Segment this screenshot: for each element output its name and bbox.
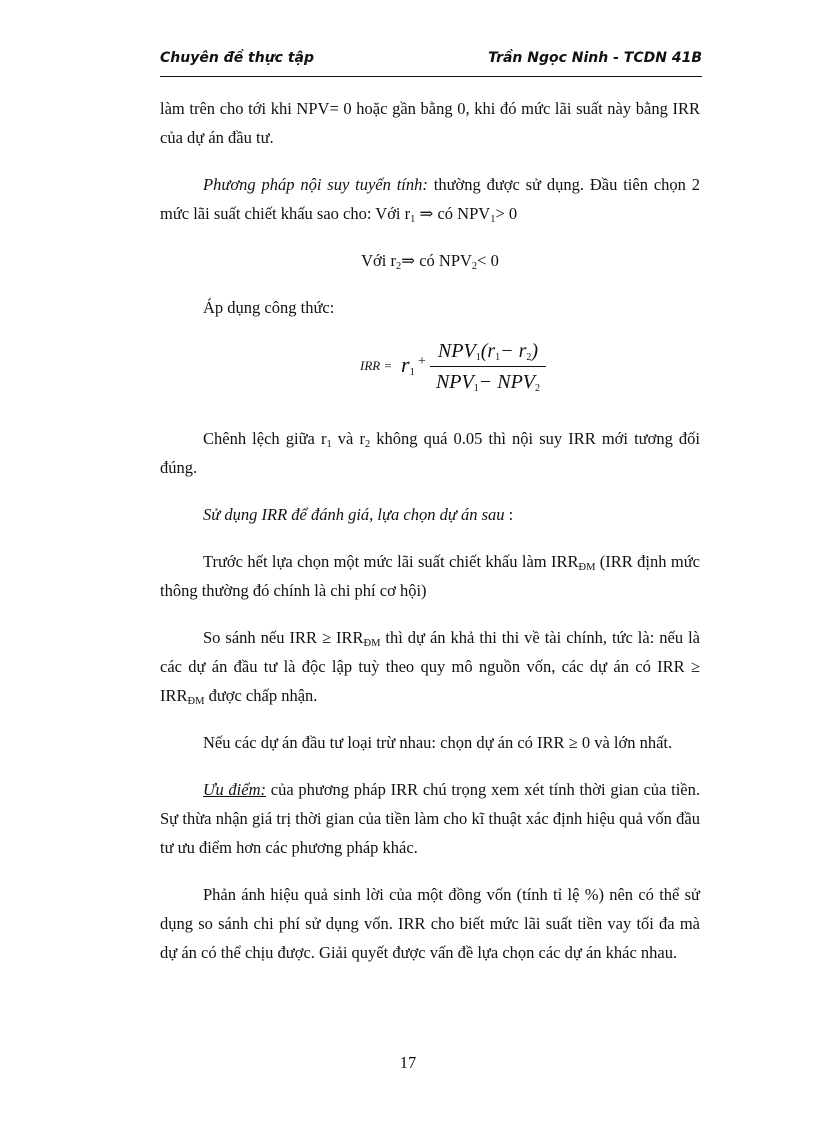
- paragraph-continuation: làm trên cho tới khi NPV= 0 hoặc gần bằng 0, khi đó mức lãi suất này bằng IRR của dự án đầu tư.: [160, 99, 700, 147]
- header-title: Chuyên đề thực tập: [160, 50, 315, 66]
- page-number: 17: [399, 1053, 417, 1072]
- paragraph-advantages: Ưu điểm: của phương pháp IRR chú trọng xem xét tính thời gian của tiền. Sự thừa nhận giá trị thời gian của tiền làm cho kĩ thuật xác định hiệu quả vốn đầu tư ưu điểm hơn các phương pháp khác.: [160, 780, 700, 857]
- paragraph-benchmark: Trước hết lựa chọn một mức lãi suất chiết khấu làm $IRR_{ĐM}$ (IRR định mức thông thường đó chính là chi phí cơ hội): [160, 552, 701, 600]
- paragraph-difference: Chênh lệch giữa $r_1$ và $r_2$ không quá 0.05 thì nội suy IRR mới tương đối đúng.: [160, 429, 700, 477]
- condition-line: Với $r_2\Rightarrow$ có $NPV_2< 0$: [361, 251, 499, 272]
- formula-denominator: NPV1− NPV2: [435, 371, 541, 394]
- header-rule: [160, 76, 702, 77]
- header-author: Trần Ngọc Ninh - TCDN 41B: [488, 50, 702, 66]
- formula-r1: $r_1$: [401, 352, 415, 378]
- paragraph-interpolation: Phương pháp nội suy tuyến tính: thường được sử dụng. Đầu tiên chọn 2 mức lãi suất chiết khấu sao cho: Với $r_1$ ⇒ có $NPV_1> 0$: [160, 175, 700, 225]
- method-heading: Phương pháp nội suy tuyến tính:: [203, 175, 428, 194]
- paragraph-profitability: Phản ánh hiệu quả sinh lời của một đồng vốn (tính tỉ lệ %) nên có thể sử dụng so sánh chi phí sử dụng vốn. IRR cho biết mức lãi suất tiền vay tối đa mà dự án có thể chịu được. Giải quyết được vấn đề lựa chọn các dự án khác nhau.: [160, 885, 700, 962]
- section-subheading: Sử dụng IRR để đánh giá, lựa chọn dự án sau :: [203, 505, 514, 524]
- formula-lhs: IRR =: [360, 358, 393, 373]
- formula-numerator: NPV1(r1− r2): [437, 340, 539, 363]
- advantages-label: Ưu điểm:: [203, 780, 266, 799]
- paragraph-exclusive: Nếu các dự án đầu tư loại trừ nhau: chọn dự án có IRR ≥ 0 và lớn nhất.: [203, 733, 673, 752]
- irr-formula: [160, 336, 700, 406]
- formula-intro: Áp dụng công thức:: [203, 298, 335, 317]
- paragraph-compare: So sánh nếu IRR ≥ $IRR_{ĐM}$ thì dự án khả thi thi về tài chính, tức là: nếu là các dự án đầu tư là độc lập tuỳ theo quy mô nguồn vốn, các dự án có IRR ≥ $IRR_{ĐM}$ được chấp nhận.: [160, 628, 700, 707]
- page-header: [160, 50, 702, 72]
- formula-fraction: [428, 336, 548, 397]
- formula-plus: +: [418, 354, 426, 369]
- document-body: [160, 94, 700, 967]
